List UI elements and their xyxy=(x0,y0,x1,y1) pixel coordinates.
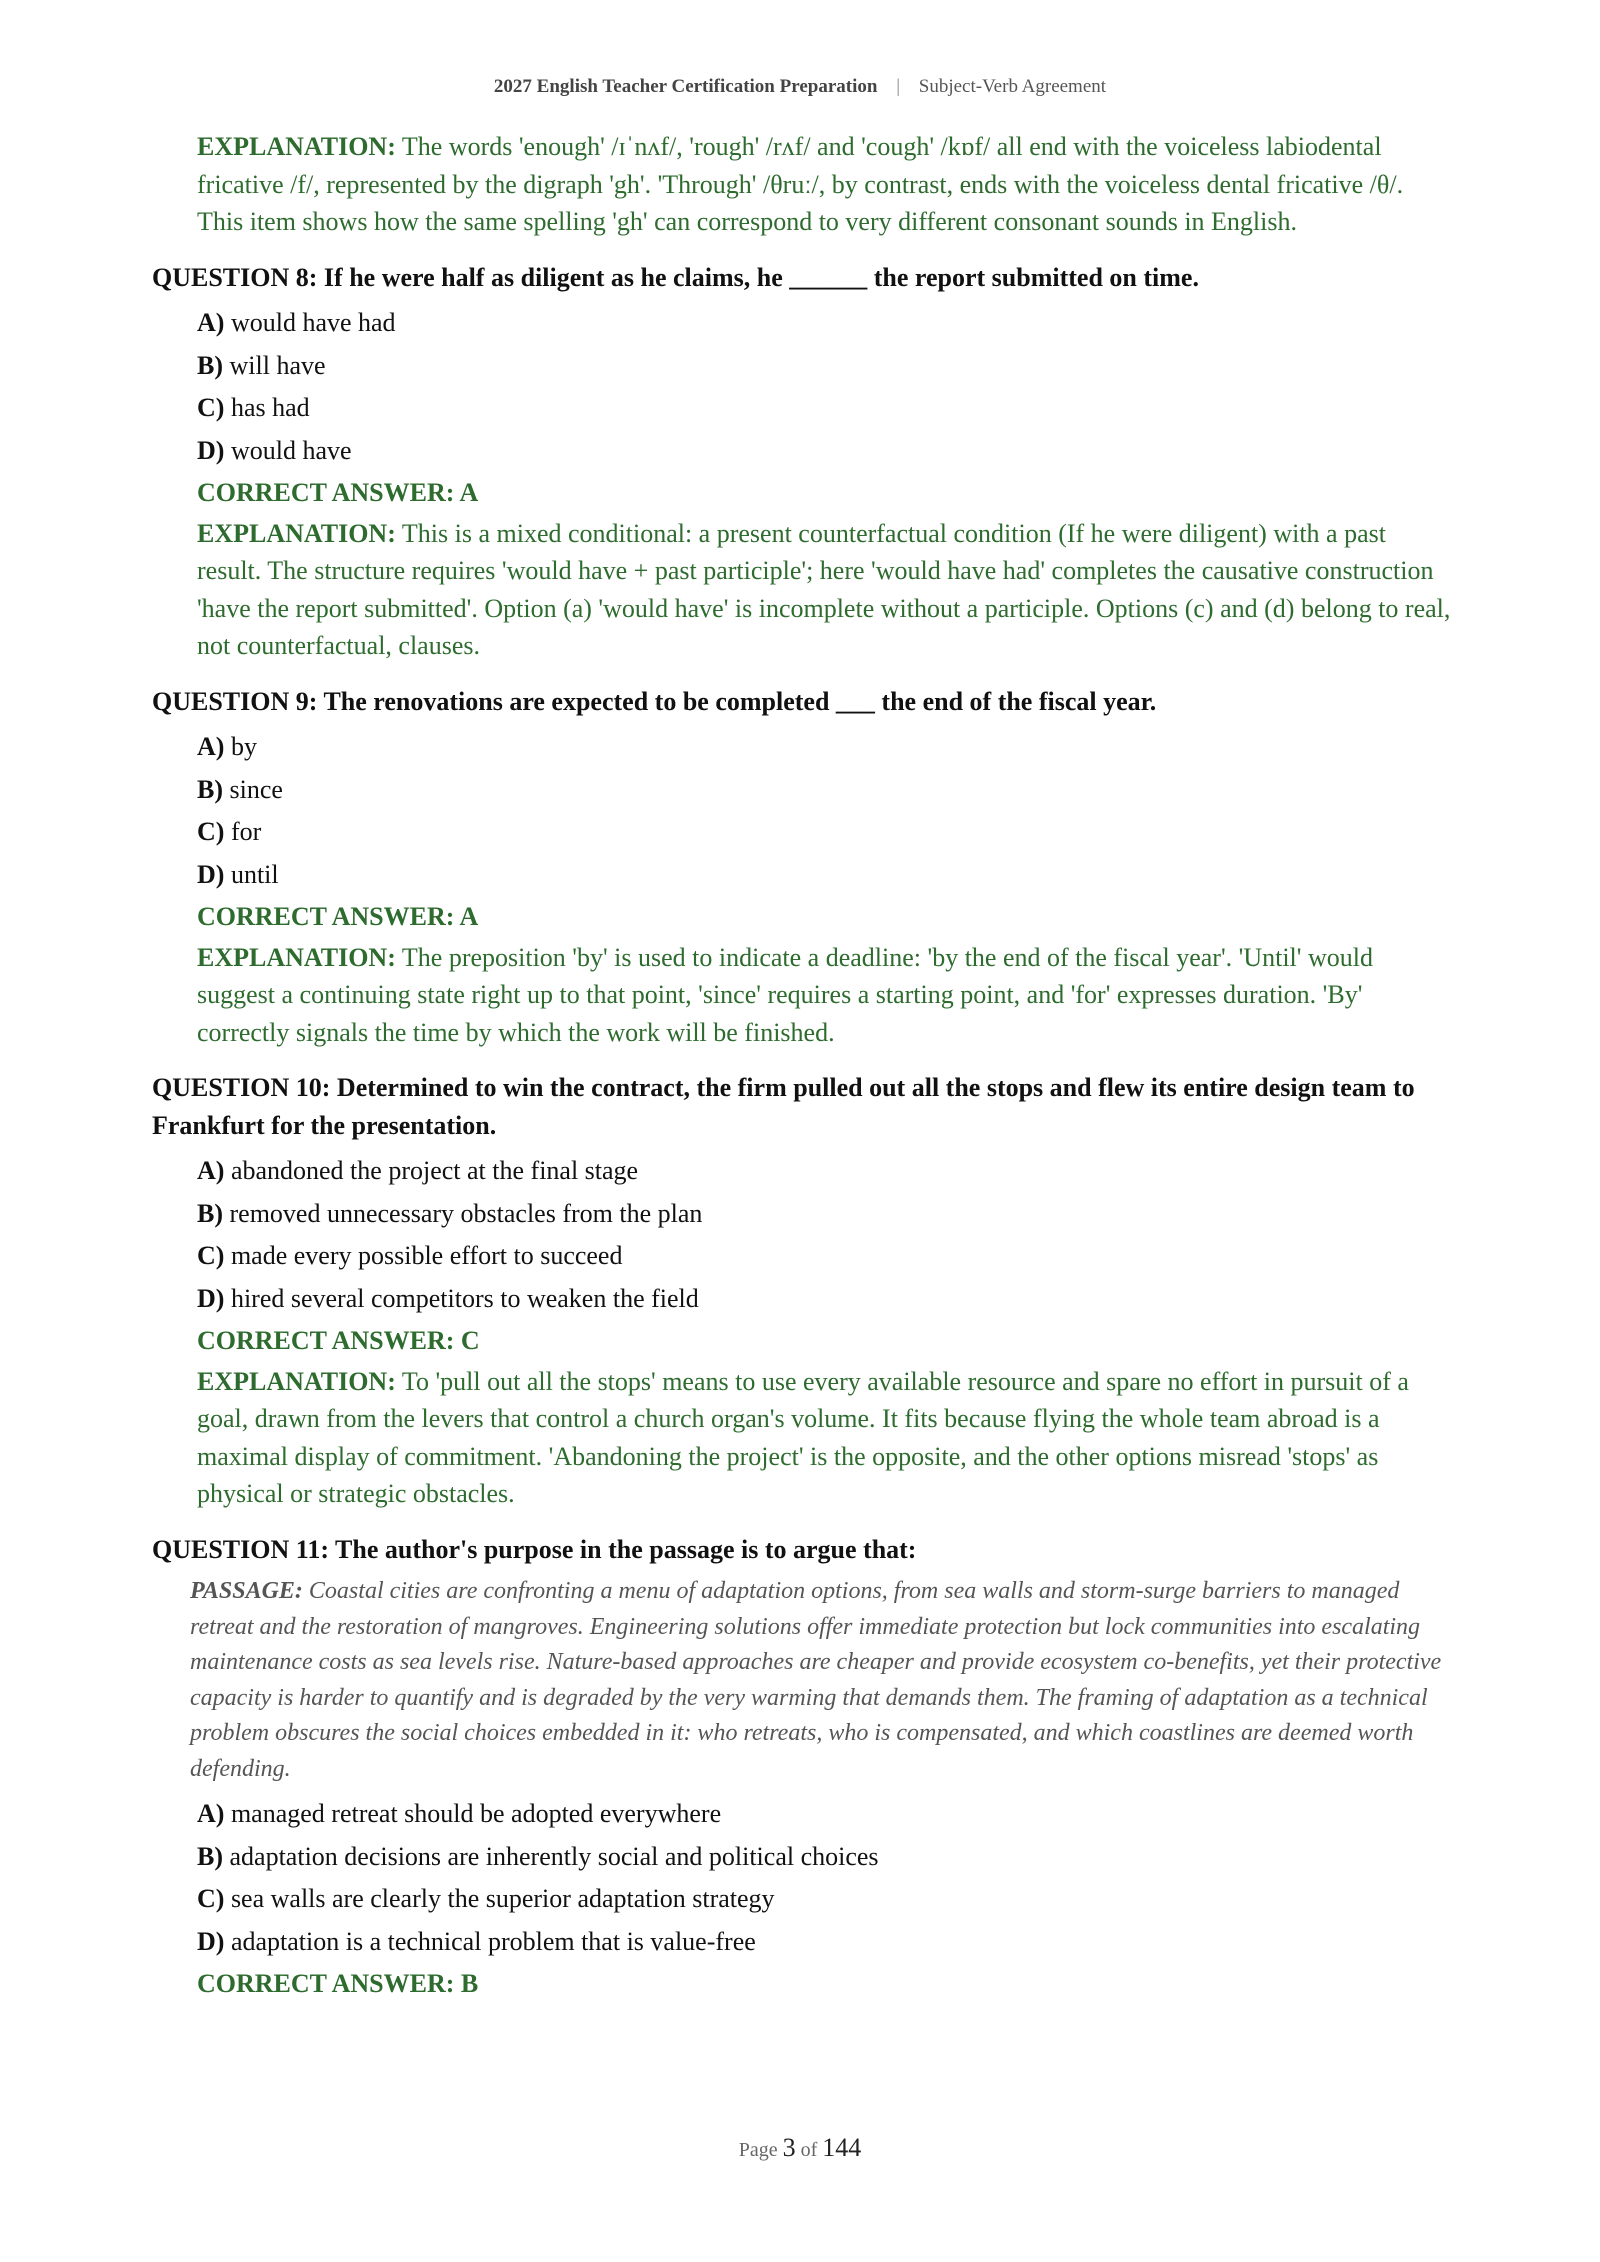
option-a xyxy=(197,302,1452,345)
question-stem xyxy=(152,1531,1452,1569)
option-a xyxy=(197,726,1452,769)
page-of: of xyxy=(800,2139,818,2161)
question-text: If he were half as diligent as he claims, he ______ the report submitted on time. xyxy=(323,262,1199,292)
option-d xyxy=(197,1921,1452,1964)
current-page-number: 3 xyxy=(782,2133,796,2162)
option-letter: A) xyxy=(197,308,225,337)
question-block-8 xyxy=(152,259,1452,665)
option-letter: D) xyxy=(197,1283,225,1313)
option-letter: A) xyxy=(197,732,225,761)
question-explanation xyxy=(197,515,1452,665)
reading-passage xyxy=(190,1574,1452,1787)
explanation-label: EXPLANATION: xyxy=(197,1366,396,1396)
option-letter: B) xyxy=(197,774,223,804)
option-d xyxy=(197,854,1452,897)
question-label: QUESTION 10: xyxy=(152,1073,331,1102)
option-text: by xyxy=(230,732,257,761)
option-text: would have had xyxy=(230,308,396,337)
option-c xyxy=(197,1235,1452,1278)
option-text: will have xyxy=(229,350,326,380)
explanation-text: The preposition 'by' is used to indicate a deadline: 'by the end of the fiscal year'. 'Until' would suggest a continuing state right up to that point, 'since' requires a starting point, and 'for' expresses duration. 'By' correctly signals the time by which the work will be finished. xyxy=(197,942,1373,1047)
correct-answer: CORRECT ANSWER: B xyxy=(197,1969,479,1998)
option-letter: D) xyxy=(197,1926,225,1956)
option-b xyxy=(197,1836,1452,1879)
correct-answer: CORRECT ANSWER: A xyxy=(197,902,479,931)
option-letter: C) xyxy=(197,1241,225,1270)
question-label: QUESTION 9: xyxy=(152,686,318,716)
option-text: made every possible effort to succeed xyxy=(230,1241,623,1270)
page-footer xyxy=(0,2133,1600,2163)
option-letter: A) xyxy=(197,1156,225,1185)
explanation-text: This is a mixed conditional: a present counterfactual condition (If he were diligent) with a past result. The structure requires 'would have + past participle'; here 'would have had' completes the causative construction 'have the report submitted'. Option (a) 'would have' is incomplete without a participle. Options (c) and (d) belong to real, not counterfactual, clauses. xyxy=(197,518,1451,660)
option-letter: B) xyxy=(197,1841,223,1871)
explanation-label: EXPLANATION: xyxy=(197,942,396,972)
explanation-label: EXPLANATION: xyxy=(197,518,396,548)
option-a xyxy=(197,1793,1452,1836)
question-explanation xyxy=(197,939,1452,1052)
passage-label: PASSAGE: xyxy=(190,1578,303,1604)
question-label: QUESTION 8: xyxy=(152,262,318,292)
option-c xyxy=(197,1878,1452,1921)
option-text: managed retreat should be adopted everywhere xyxy=(230,1799,722,1828)
option-letter: C) xyxy=(197,1884,225,1913)
question-block-10 xyxy=(152,1069,1452,1513)
option-text: until xyxy=(230,859,279,889)
page-content xyxy=(152,128,1452,2006)
option-letter: B) xyxy=(197,1198,223,1228)
option-letter: D) xyxy=(197,435,225,465)
question-text: Determined to win the contract, the firm pulled out all the stops and flew its entire design team to Frankfurt for the presentation. xyxy=(152,1073,1415,1140)
option-c xyxy=(197,387,1452,430)
question-label: QUESTION 11: xyxy=(152,1534,329,1564)
question-block-11 xyxy=(152,1531,1452,2006)
passage-text: Coastal cities are confronting a menu of adaptation options, from sea walls and storm-surge barriers to managed retreat and the restoration of mangroves. Engineering solutions offer immediate protection but lock communities into escalating maintenance costs as sea levels rise. Nature-based approaches are cheaper and provide ecosystem co-benefits, yet their protective capacity is harder to quantify and is degraded by the very warming that demands them. The framing of adaptation as a technical problem obscures the social choices embedded in it: who retreats, who is compensated, and which coastlines are deemed worth defending. xyxy=(190,1578,1442,1782)
question-block-9 xyxy=(152,683,1452,1052)
option-c xyxy=(197,811,1452,854)
explanation-label: EXPLANATION: xyxy=(197,132,396,161)
page-header xyxy=(0,76,1600,98)
option-d xyxy=(197,430,1452,473)
option-letter: C) xyxy=(197,393,225,422)
page-prefix: Page xyxy=(738,2139,778,2161)
option-text: adaptation decisions are inherently social and political choices xyxy=(229,1841,879,1871)
correct-answer: CORRECT ANSWER: C xyxy=(197,1326,480,1355)
option-text: abandoned the project at the final stage xyxy=(230,1156,639,1185)
option-text: for xyxy=(230,817,262,846)
option-text: has had xyxy=(230,393,310,422)
section-subject: Subject-Verb Agreement xyxy=(918,76,1107,97)
document-title: 2027 English Teacher Certification Preparation xyxy=(493,76,878,97)
question-text: The renovations are expected to be completed ___ the end of the fiscal year. xyxy=(323,686,1157,716)
intro-explanation xyxy=(197,128,1452,241)
total-page-count: 144 xyxy=(822,2133,862,2162)
explanation-text: To 'pull out all the stops' means to use every available resource and spare no effort in pursuit of a goal, drawn from the levers that control a church organ's volume. It fits because flying the whole team abroad is a maximal display of commitment. 'Abandoning the project' is the opposite, and the other options misread 'stops' as physical or strategic obstacles. xyxy=(197,1366,1409,1508)
option-text: would have xyxy=(230,435,352,465)
question-explanation xyxy=(197,1363,1452,1513)
option-d xyxy=(197,1278,1452,1321)
question-stem xyxy=(152,259,1452,297)
option-text: adaptation is a technical problem that is value-free xyxy=(230,1926,756,1956)
option-text: since xyxy=(229,774,283,804)
correct-answer: CORRECT ANSWER: A xyxy=(197,478,479,507)
question-stem xyxy=(152,683,1452,721)
option-b xyxy=(197,345,1452,388)
header-separator: | xyxy=(896,76,900,97)
option-letter: B) xyxy=(197,350,223,380)
explanation-text: The words 'enough' /ɪˈnʌf/, 'rough' /rʌf/ and 'cough' /kɒf/ all end with the voiceless labiodental fricative /f/, represented by the digraph 'gh'. 'Through' /θruː/, by contrast, ends with the voiceless dental fricative /θ/. This item shows how the same spelling 'gh' can correspond to very different consonant sounds in English. xyxy=(197,132,1404,236)
option-text: sea walls are clearly the superior adaptation strategy xyxy=(230,1884,775,1913)
option-text: hired several competitors to weaken the field xyxy=(230,1283,699,1313)
option-b xyxy=(197,769,1452,812)
option-b xyxy=(197,1193,1452,1236)
option-letter: A) xyxy=(197,1799,225,1828)
option-letter: D) xyxy=(197,859,225,889)
option-a xyxy=(197,1150,1452,1193)
question-text: The author's purpose in the passage is to argue that: xyxy=(335,1534,917,1564)
question-stem xyxy=(152,1069,1452,1144)
option-text: removed unnecessary obstacles from the plan xyxy=(229,1198,703,1228)
option-letter: C) xyxy=(197,817,225,846)
